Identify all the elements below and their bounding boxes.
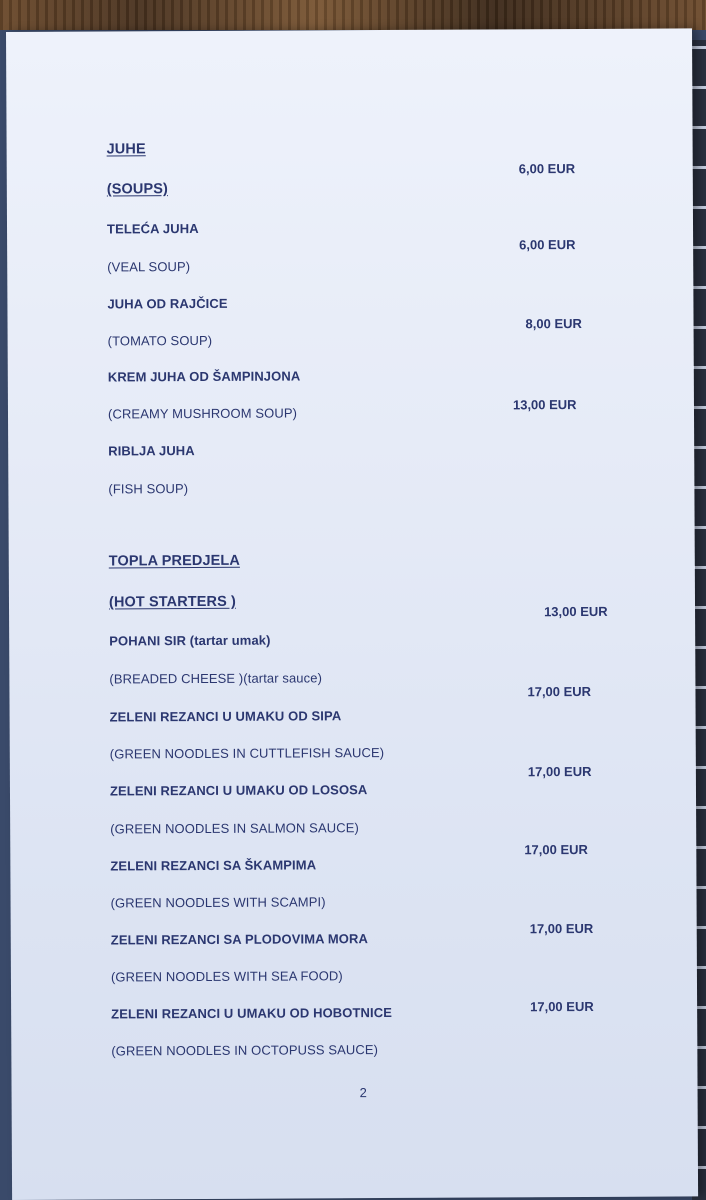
section-heading-hot-starters: TOPLA PREDJELA xyxy=(108,552,240,570)
menu-item-price: 13,00 EUR xyxy=(544,603,608,620)
menu-item-price: 17,00 EUR xyxy=(530,998,594,1015)
menu-item-price: 6,00 EUR xyxy=(519,237,576,253)
menu-item-name: ZELENI REZANCI U UMAKU OD SIPA xyxy=(109,708,342,725)
menu-item-translation: (BREADED CHEESE )(tartar sauce) xyxy=(109,670,323,687)
menu-item-translation: (TOMATO SOUP) xyxy=(107,332,213,349)
section-subheading-hot-starters: (HOT STARTERS ) xyxy=(108,593,236,611)
menu-item-price: 6,00 EUR xyxy=(518,161,576,177)
menu-item-name: JUHA OD RAJČICE xyxy=(107,295,228,312)
section-subheading-soups: (SOUPS) xyxy=(106,181,168,198)
menu-item-translation: (FISH SOUP) xyxy=(108,481,189,497)
page-number: 2 xyxy=(359,1085,367,1101)
menu-item-translation: (GREEN NOODLES WITH SEA FOOD) xyxy=(110,968,343,985)
menu-item-price: 17,00 EUR xyxy=(527,683,592,700)
menu-item-name: TELEĆA JUHA xyxy=(106,220,199,237)
menu-item-name: RIBLJA JUHA xyxy=(108,443,195,459)
menu-item-translation: (VEAL SOUP) xyxy=(107,259,191,275)
menu-item-name: ZELENI REZANCI SA PLODOVIMA MORA xyxy=(110,931,368,948)
menu-item-price: 17,00 EUR xyxy=(524,841,588,858)
menu-item-price: 17,00 EUR xyxy=(527,763,592,780)
menu-page xyxy=(6,28,698,1200)
menu-item-price: 17,00 EUR xyxy=(529,920,594,937)
menu-item-price: 13,00 EUR xyxy=(512,397,577,413)
menu-item-translation: (GREEN NOODLES IN CUTTLEFISH SAUCE) xyxy=(109,745,385,762)
menu-item-translation: (GREEN NOODLES WITH SCAMPI) xyxy=(110,894,326,911)
section-heading-soups: JUHE xyxy=(106,141,146,158)
menu-item-name: ZELENI REZANCI SA ŠKAMPIMA xyxy=(110,857,317,874)
menu-item-name: KREM JUHA OD ŠAMPINJONA xyxy=(107,368,301,385)
menu-item-translation: (CREAMY MUSHROOM SOUP) xyxy=(107,405,298,422)
menu-item-name: ZELENI REZANCI U UMAKU OD LOSOSA xyxy=(109,782,368,799)
menu-item-price: 8,00 EUR xyxy=(525,315,582,332)
menu-item-name: POHANI SIR (tartar umak) xyxy=(109,632,271,649)
menu-item-name: ZELENI REZANCI U UMAKU OD HOBOTNICE xyxy=(111,1004,393,1022)
menu-item-translation: (GREEN NOODLES IN OCTOPUSS SAUCE) xyxy=(111,1042,379,1059)
menu-item-translation: (GREEN NOODLES IN SALMON SAUCE) xyxy=(110,820,359,837)
